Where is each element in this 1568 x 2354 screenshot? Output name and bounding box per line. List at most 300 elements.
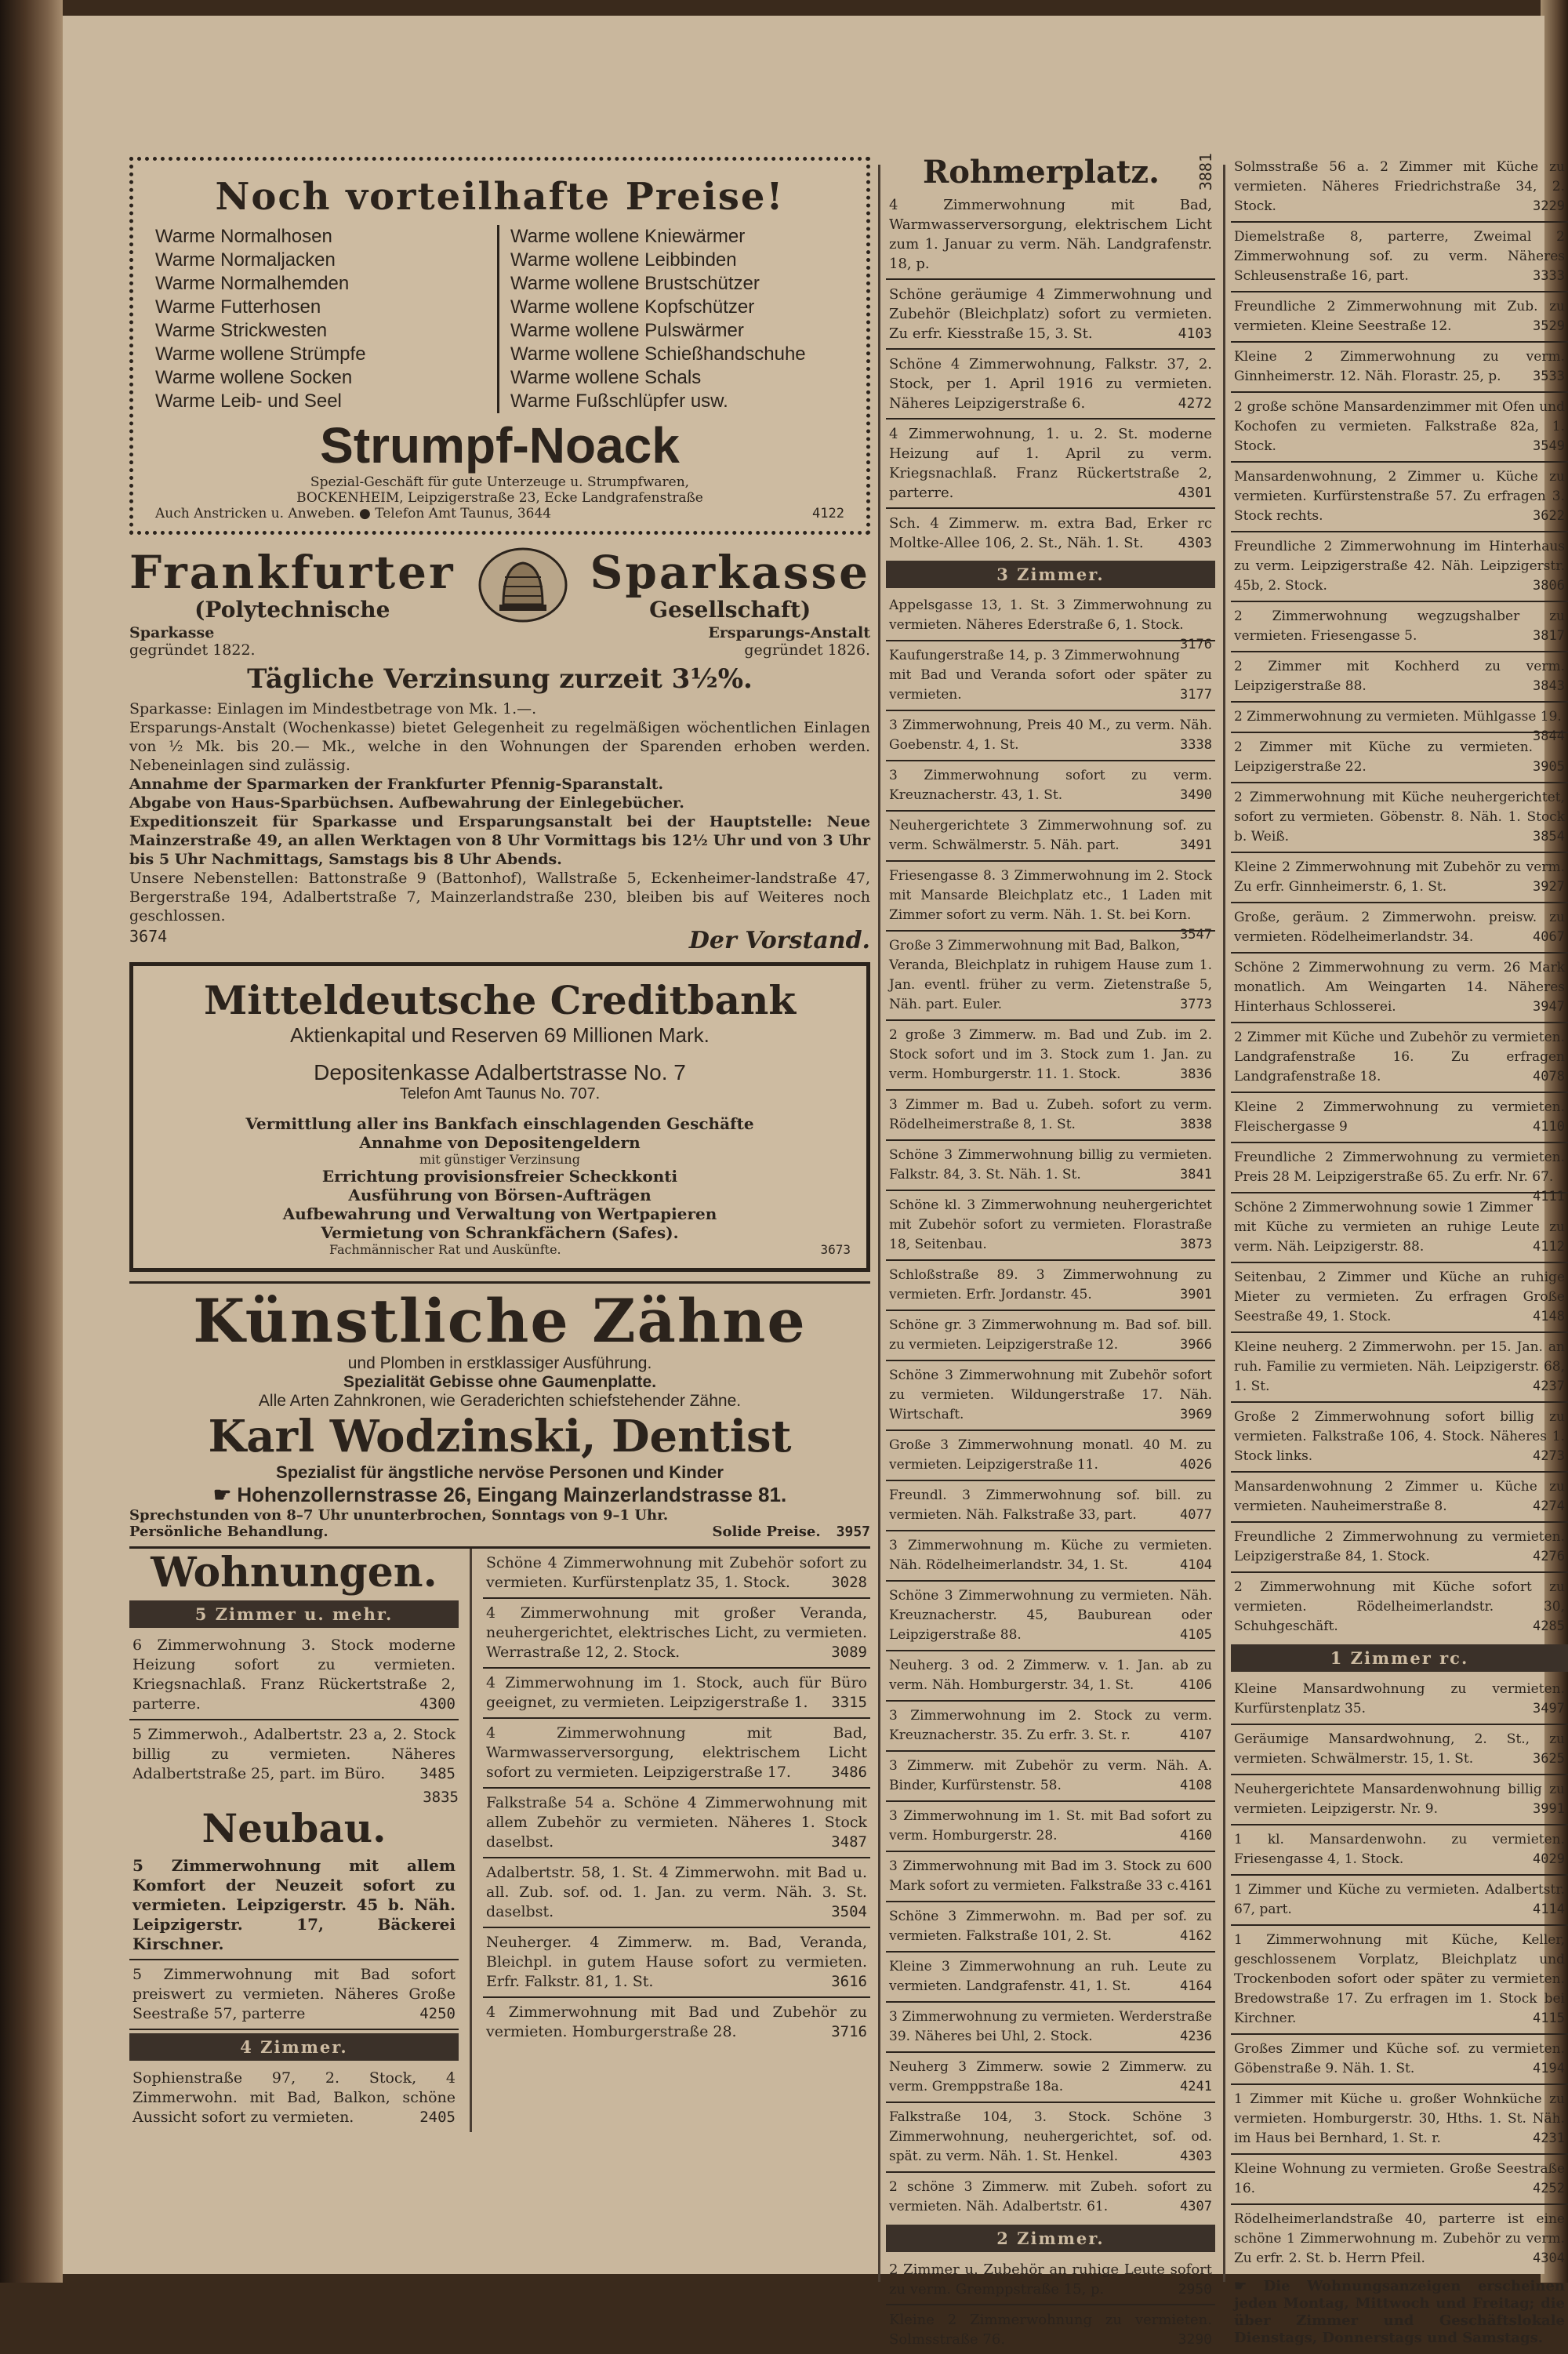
ad-text: 1 Zimmer und Küche zu vermieten. Adalbertstr. 67, part. [1234,1882,1565,1917]
interest-rate: Tägliche Verzinsung zurzeit 3½%. [247,663,753,695]
listing-ad [1231,2205,1568,2273]
ad-code: 3843 [1533,678,1565,694]
ad-code: 4252 [1533,2181,1565,2196]
ad-text: 3 Zimmerwohnung, Preis 40 M., zu verm. Näh. Goebenstr. 4, 1. St. [889,717,1212,754]
ad-text: Mansardenwohnung 2 Zimmer u. Küche zu vermieten. Nauheimerstraße 8. [1234,1479,1565,1514]
listing-ad [1231,1775,1568,1825]
listing-ad [129,1631,459,1720]
ad-code: 3490 [1180,787,1212,804]
ad-line: Persönliche Behandlung. [129,1524,328,1540]
ad-code: 4194 [1533,2061,1565,2076]
listing-ad [1231,954,1568,1023]
ad-text: 2 schöne 3 Zimmerw. mit Zubeh. sofort zu vermieten. Näh. Adalbertstr. 61. [889,2179,1212,2215]
ad-text: Freundliche 2 Zimmerwohnung zu vermieten. Leipzigerstraße 84, 1. Stock. [1234,1529,1565,1564]
ad-code: 4301 [1178,485,1212,502]
ad-code: 3290 [1178,2331,1212,2349]
ad-code: 3229 [1533,198,1565,214]
ad-text: Große, geräum. 2 Zimmerwohn. preisw. zu vermieten. Rödelheimerlandstr. 34. [1234,910,1565,945]
body-paragraph: Unsere Nebenstellen: Battonstraße 9 (Battonhof), Wallstraße 5, Eckenheimer-landstraße 47, Bergerstraße 194, Adalbertstraße 7, Mainzerlandstraße 230, bleiben bis auf Weiteres noch geschlossen. [129,870,870,925]
title-text: Sparkasse [590,545,870,599]
ad-code: 4111 [1533,1189,1565,1204]
listing-ad [1231,1193,1568,1263]
section-header: 4 Zimmer. [129,2033,459,2061]
listing-ad [886,1702,1215,1752]
ad-text: 2 Zimmer mit Kochherd zu verm. Leipzigerstraße 88. [1234,659,1565,694]
ad-text: Sophienstraße 97, 2. Stock, 4 Zimmerwohn. mit Bad, Balkon, schöne Aussicht sofort zu vermieten. [132,2069,456,2126]
listing-ad [1231,1333,1568,1403]
ad-code: 3873 [1180,1237,1212,1253]
ad-text: 6 Zimmerwohnung 3. Stock moderne Heizung sofort zu vermieten. Kriegsnachlaß. Franz Rückertstraße 2, parterre. [132,1637,456,1713]
listing-ad [886,420,1215,509]
ad-text: 3 Zimmerwohnung sofort zu verm. Kreuznacherstr. 43, 1. St. [889,768,1212,804]
ad-code: 4112 [1533,1239,1565,1255]
product-list [155,225,844,413]
founding-row [129,624,870,659]
ad-heading: Noch vorteilhafte Preise! [215,175,785,219]
ad-text: Kleine Mansardwohnung zu vermieten. Kurfürstenplatz 35. [1234,1681,1565,1716]
ad-heading: Künstliche Zähne [193,1286,807,1356]
listing-ad [886,812,1215,862]
listing-ad [483,1719,870,1789]
ad-code: 4161 [1180,1878,1212,1894]
ad-text: Geräumige Mansardwohnung, 2. St., zu vermieten. Schwälmerstr. 15, 1. St. [1234,1731,1565,1767]
listing-ad [1231,2035,1568,2085]
ad-text: Schöne geräumige 4 Zimmerwohnung und Zubehör (Bleichplatz) sofort zu vermieten. Zu erfr. Kiesstraße 15, 3. St. [889,286,1212,343]
listing-ad [886,2305,1215,2354]
ad-line: Sprechstunden von 8–7 Uhr ununterbrochen, Sonntags von 9–1 Uhr. [129,1507,669,1524]
ad-text: 4 Zimmerwohnung mit Bad und Zubehör zu vermieten. Homburgerstraße 28. [486,2003,867,2040]
ad-code: 3854 [1533,829,1565,845]
listing-ad [1231,223,1568,292]
ad-text: 3 Zimmerwohnung zu vermieten. Werderstraße 39. Näheres bei Uhl, 2. Stock. [889,2009,1212,2045]
ad-code: 2405 [419,2109,456,2126]
ad-text: Kleine Wohnung zu vermieten. Große Seestraße 16. [1234,2161,1565,2196]
product-item: Warme Leib- und Seel [155,391,342,412]
ad-code: 4106 [1180,1677,1212,1694]
ad-line: Fachmännischer Rat und Auskünfte. [329,1242,561,1257]
listing-ad [886,1021,1215,1091]
notice-text: Die Wohnungsanzeigen erscheinen jeden Montag, Mittwoch und Freitag; die über Zimmer und Geschäftslokale Dienstags, Donnerstags und Samstags. [1234,2278,1565,2346]
ad-text: 5 Zimmerwohnung mit Bad sofort preiswert zu vermieten. Näheres Große Seestraße 57, parterre [132,1966,456,2022]
section-header: 1 Zimmer rc. [1231,1644,1568,1672]
listing-ad [886,2173,1215,2221]
ad-code: 3969 [1180,1407,1212,1423]
ad-code: 3616 [831,1973,867,1990]
label: Sparkasse [129,624,215,641]
service-list [149,1114,851,1242]
ad-code: 4231 [1533,2131,1565,2146]
ad-line: Spezialität Gebisse ohne Gaumenplatte. [343,1373,657,1391]
listing-ad [1231,1725,1568,1775]
section-header: 5 Zimmer u. mehr. [129,1600,459,1628]
listing-ad [886,1141,1215,1191]
ad-text: Mansardenwohnung, 2 Zimmer u. Küche zu vermieten. Kurfürstenstraße 57. Zu erfragen 3. Stock rechts. [1234,469,1565,524]
bottom-listings [129,1546,870,2132]
ad-code: 4241 [1180,2079,1212,2095]
ad-footer [155,506,844,521]
ad-code: 3957 [836,1524,870,1540]
notice [1231,2273,1568,2352]
listing-ad [1231,1573,1568,1641]
ad-text: 2 Zimmerwohnung zu vermieten. Mühlgasse 19. [1234,709,1562,725]
ad-text: Adalbertstr. 58, 1. St. 4 Zimmerwohn. mit Bad u. all. Zub. sof. od. 1. Jan. zu verm. Näh. 3. St. daselbst. [486,1864,867,1920]
year: gegründet 1822. [129,641,256,659]
listing-ad [886,1191,1215,1261]
three-room-listings [886,591,1215,2221]
ad-text: 3 Zimmerwohnung im 1. St. mit Bad sofort zu verm. Homburgerstr. 28. [889,1808,1212,1844]
ad-text: 1 Zimmer mit Küche u. großer Wohnküche zu vermieten. Homburgerstr. 30, Hths. 1. St. Näh. im Haus bei Bernhard, 1. St. r. [1234,2091,1565,2146]
ad-code: 3315 [831,1694,867,1711]
ad-code: 3905 [1533,759,1565,775]
listing-ad [1231,1143,1568,1204]
body-paragraph: Abgabe von Haus-Sparbüchsen. Aufbewahrung der Einlegebücher. [129,794,684,812]
listing-ad [1231,1825,1568,1876]
dentist-footer [129,1524,870,1540]
product-item: Warme wollene Brustschützer [510,273,760,294]
listing-ad [886,2003,1215,2053]
ad-code: 4114 [1533,1902,1565,1917]
listing-ad [1231,703,1568,744]
listing-ad [1231,2085,1568,2155]
column-ads [129,153,870,2132]
product-item: Warme wollene Kniewärmer [510,226,746,247]
ad-code: 3966 [1180,1337,1212,1353]
page-number: 3881 [1196,153,1215,191]
ad-text: Schloßstraße 89. 3 Zimmerwohnung zu vermieten. Erfr. Jordanstr. 45. [889,1267,1212,1303]
ad-code: 3991 [1533,1801,1565,1817]
product-item: Warme Normaljacken [155,249,336,271]
creditbank-ad [129,962,870,1272]
ad-code: 3622 [1533,508,1565,524]
ad-code: 3028 [831,1574,867,1591]
ad-text: 4 Zimmerwohnung im 1. Stock, auch für Büro geeignet, zu vermieten. Leipzigerstraße 1. [486,1674,867,1711]
listing-ad [1231,783,1568,853]
service-item: Annahme von Depositengeldern [359,1133,641,1152]
ad-text: Solmsstraße 56 a. 2 Zimmer mit Küche zu vermieten. Näheres Friedrichstraße 34, 2. Stock. [1234,159,1565,214]
ad-text: 1 kl. Mansardenwohn. zu vermieten. Friesengasse 4, 1. Stock. [1234,1832,1565,1867]
founding-left [129,624,256,659]
ad-line: Spezialist für ängstliche nervöse Personen und Kinder [276,1462,724,1482]
listing-ad [483,1998,870,2047]
ad-text: 4 Zimmerwohnung mit Bad, Warmwasserversorgung, elektrischem Licht zum 1. Januar zu verm. Näh. Landgrafenstr. 18, p. [889,197,1212,273]
product-list-right [499,225,844,413]
ad-text: 2 große 3 Zimmerw. m. Bad und Zub. im 2. Stock sofort und im 3. Stock zum 1. Jan. zu verm. Homburgerstr. 11. 1. Stock. [889,1027,1212,1083]
ad-text: 3 Zimmerw. mit Zubehör zu verm. Näh. A. Binder, Kurfürstenstr. 58. [889,1758,1212,1794]
section-title: Rohmerplatz. [922,153,1160,191]
ad-code: 4107 [1180,1727,1212,1744]
listing-ad [129,2064,459,2132]
ad-text: 3 Zimmer m. Bad u. Zubeh. sofort zu verm. Rödelheimerstraße 8, 1. St. [889,1097,1212,1133]
ad-text: 2 Zimmerwohnung mit Küche neuhergerichtet, sofort zu vermieten. Göbenstr. 8. Näh. 1. Stock b. Weiß. [1234,790,1565,845]
year: gegründet 1826. [744,641,870,659]
product-item: Warme Futterhosen [155,296,321,318]
listing-ad [886,2103,1215,2173]
sparkasse-title-left [129,545,456,623]
ad-code: 3504 [831,1903,867,1920]
ad-line: Depositenkasse Adalbertstrasse No. 7 [314,1060,686,1084]
service-item: mit günstiger Verzinsung [419,1152,580,1167]
listing-ad [1231,1675,1568,1725]
ad-code: 4105 [1180,1627,1212,1644]
ad-code: 4307 [1180,2199,1212,2215]
ad-code: 3841 [1180,1167,1212,1183]
ad-text: Neuhergerichtete 3 Zimmerwohnung sof. zu verm. Schwälmerstr. 5. Näh. part. [889,818,1212,854]
listing-ad [886,1802,1215,1852]
ad-code: 4164 [1180,1978,1212,1995]
listing-ad [886,1481,1215,1531]
service-item: Ausführung von Börsen-Aufträgen [348,1186,652,1204]
strumpf-noack-ad [129,157,870,535]
ad-code: 3817 [1533,628,1565,644]
service-item: Vermittlung aller ins Bankfach einschlagenden Geschäfte [245,1114,754,1133]
ad-text: Schöne 3 Zimmerwohn. m. Bad per sof. zu vermieten. Falkstraße 101, 2. St. [889,1909,1212,1945]
column-divider [1223,165,1225,2282]
listing-ad: 5 Zimmerwohnung mit allem Komfort der Neuzeit sofort zu vermieten. Leipzigerstr. 45 b. Näh. Leipzigerstr. 17, Bäckerei Kirschner. [129,1851,459,1960]
product-item: Warme wollene Socken [155,367,353,388]
ad-text: Freundl. 3 Zimmerwohnung sof. bill. zu vermieten. Näh. Falkstraße 33, part. [889,1488,1212,1524]
listing-ad [1231,1023,1568,1093]
ad-code: 3533 [1533,369,1565,384]
dentist-ad [129,1281,870,1540]
ad-text: 4 Zimmerwohnung mit Bad, Warmwasserversorgung, elektrischem Licht sofort zu vermieten. Leipzigerstraße 17. [486,1724,867,1781]
ad-code: 4236 [1180,2029,1212,2045]
listing-ad [1231,1523,1568,1573]
ads-5-rooms [129,1631,459,1789]
listing-ad [886,761,1215,812]
product-item: Warme wollene Schals [510,367,702,388]
listing-ad [129,1960,459,2030]
title-text: Frankfurter [129,545,456,599]
listing-ad [886,1431,1215,1481]
sparkasse-footer [129,927,870,954]
ad-text: 4 Zimmerwohnung mit großer Veranda, neuhergerichtet, elektrisches Licht, zu vermieten. Werrastraße 12, 2. Stock. [486,1604,867,1661]
ad-code: 4029 [1533,1851,1565,1867]
subtitle-text: (Polytechnische [194,596,390,623]
ad-text: Schöne kl. 3 Zimmerwohnung neuhergerichtet mit Zubehör sofort zu vermieten. Florastraße 18, Seitenbau. [889,1197,1212,1253]
ad-code: 3674 [129,927,168,946]
body-paragraph: Sparkasse: Einlagen im Mindestbetrage von Mk. 1.—. [129,700,537,717]
listing-ad [886,2053,1215,2103]
four-room-listings [886,191,1215,558]
body-paragraph: Ersparungs-Anstalt (Wochenkasse) bietet Gelegenheit zu regelmäßigen wöchentlichen Einlagen von ½ Mk. bis 20.— Mk., welche in den Wohnungen der Sparenden erhoben werden. Nebeneinlagen sind zulässig. [129,719,870,774]
column-head [886,153,1215,191]
ad-code: 3836 [1180,1066,1212,1083]
ad-code: 3497 [1533,1701,1565,1716]
ad-heading: Mitteldeutsche Creditbank [203,977,797,1023]
ad-code: 3716 [831,2023,867,2040]
ad-code: 4148 [1533,1309,1565,1324]
ad-text: Große 2 Zimmerwohnung sofort billig zu vermieten. Falkstraße 106, 4. Stock. Näheres 1. Stock links. [1234,1409,1565,1464]
listing-ad [1231,532,1568,602]
label: Ersparungs-Anstalt [708,624,870,641]
listing-ad [483,1549,870,1599]
ad-code: 3089 [831,1644,867,1661]
listing-ad [1231,393,1568,463]
ad-text: 1 Zimmerwohnung mit Küche, Keller, geschlossenem Vorplatz, Bleichplatz und Trockenboden sofort oder später zu vermieten. Bredowstraße 17. Zu erfragen im 1. Stock bei Kirchner. [1234,1932,1565,2026]
book-binding [0,0,63,2283]
ad-text: Diemelstraße 8, parterre, Zweimal 2 Zimmerwohnung sof. zu verm. Näheres Schleusenstraße 16, part. [1234,229,1565,284]
listing-ad [886,1651,1215,1702]
dentist-name: Karl Wodzinski, Dentist [208,1411,792,1462]
one-room-listings [1231,1675,1568,2273]
ad-text: Schöne 2 Zimmerwohnung zu verm. 26 Mark monatlich. Am Weingarten 14. Näheres Hinterhaus Schlosserei. [1234,960,1565,1015]
ad-text: Kleine 2 Zimmerwohnung mit Zubehör zu verm. Zu erfr. Ginnheimerstr. 6, 1. St. [1234,859,1565,895]
ad-code: 3529 [1533,318,1565,334]
ad-code: 4273 [1533,1448,1565,1464]
listing-ad [1231,1403,1568,1473]
ad-text: Sch. 4 Zimmerw. m. extra Bad, Erker rc Moltke-Allee 106, 2. St., Näh. 1. St. [889,515,1212,552]
listing-ad [1231,153,1568,223]
ad-code: 3835 [423,1789,459,1806]
ad-code: 3901 [1180,1287,1212,1303]
listing-ad [1231,292,1568,343]
product-item: Warme Fußschlüpfer usw. [510,391,728,412]
ad-code: 3177 [1180,687,1212,703]
ad-text: Kleine neuherg. 2 Zimmerwohn. per 15. Jan. an ruh. Familie zu vermieten. Näh. Leipzigerstr. 68, 1. St. [1234,1339,1565,1394]
ad-text: 2 Zimmer mit Küche und Zubehör zu vermieten. Landgrafenstraße 16. Zu erfragen Landgrafenstraße 18. [1234,1030,1565,1084]
beehive-emblem-icon [476,546,570,624]
ad-code: 3176 [1180,637,1212,653]
ad-code: 4067 [1533,929,1565,945]
ad-code: 4103 [1178,325,1212,343]
ad-text: Neuherger. 4 Zimmerw. m. Bad, Veranda, Bleichpl. in gutem Hause sofort zu vermieten. Erfr. Falkstr. 81, 1. St. [486,1934,867,1990]
ad-line: Telefon Amt Taunus No. 707. [399,1085,601,1103]
ad-text: Kleine 2 Zimmerwohnung zu verm. Ginnheimerstr. 12. Näh. Florastr. 25, p. [1234,349,1565,384]
ad-text: Schöne 4 Zimmerwohnung, Falkstr. 37, 2. Stock, per 1. April 1916 zu vermieten. Näheres Leipzigerstraße 6. [889,356,1212,412]
ad-text: Großes Zimmer und Küche sof. zu vermieten. Göbenstraße 9. Näh. 1. St. [1234,2041,1565,2076]
ad-code: 3625 [1533,1751,1565,1767]
body-paragraph: Annahme der Sparmarken der Frankfurter Pfennig-Sparanstalt. [129,776,664,793]
four-room-column [472,1549,870,2132]
listing-ad [1231,2155,1568,2205]
ad-text: Kleine 2 Zimmerwohnung zu vermieten. Solmsstraße 76. [889,2312,1212,2349]
ad-code: 4272 [1178,395,1212,412]
listing-ad [483,1789,870,1858]
ad-text: Falkstraße 54 a. Schöne 4 Zimmerwohnung mit allem Zubehör zu vermieten. Näheres 1. Stock daselbst. [486,1794,867,1851]
ad-text: Neuhergerichtete Mansardenwohnung billig zu vermieten. Leipzigerstr. Nr. 9. [1234,1782,1565,1817]
creditbank-footer [149,1242,851,1257]
service-item: Errichtung provisionsfreier Scheckkonti [321,1167,678,1186]
listing-ad [886,509,1215,558]
ad-text: Schöne 3 Zimmerwohnung billig zu vermieten. Falkstr. 84, 3. St. Näh. 1. St. [889,1147,1212,1183]
ad-text: Falkstraße 104, 3. Stock. Schöne 3 Zimmerwohnung, neuhergerichtet, sof. od. spät. zu verm. Näh. 1. St. Henkel. [889,2109,1212,2165]
listing-ad [886,350,1215,420]
listing-ad [886,1582,1215,1651]
product-item: Warme Strickwesten [155,320,328,341]
listing-ad [886,641,1215,711]
listing-ad [483,1858,870,1928]
ad-code: 4160 [1180,1828,1212,1844]
listing-ad [886,1902,1215,1953]
ad-text: 3 Zimmerwohnung mit Bad im 3. Stock zu 600 Mark sofort zu vermieten. Falkstraße 33 c. [889,1858,1212,1894]
product-item: Warme Normalhemden [155,273,350,294]
ad-code: 4110 [1533,1119,1565,1135]
ad-code: 2950 [1178,2281,1212,2298]
sparkasse-title-right [590,545,870,623]
listing-ad [1231,733,1568,783]
ad-line: Spezial-Geschäft für gute Unterzeuge u. Strumpfwaren, [310,474,690,490]
ad-code: 3806 [1533,578,1565,594]
listing-ad [886,1531,1215,1582]
ad-text: 2 Zimmer u. Zubehör an ruhige Leute sofort zu verm. Gremppstraße 15, p. [889,2261,1212,2298]
listing-ad [1231,1093,1568,1143]
ad-code: 3927 [1533,879,1565,895]
listing-ad [886,1752,1215,1802]
ad-text: 2 Zimmerwohnung wegzugshalber zu vermieten. Friesengasse 5. [1234,608,1565,644]
ad-text: Kleine 2 Zimmerwohnung zu vermieten. Fleischergasse 9 [1234,1099,1565,1135]
ad-line: Auch Anstricken u. Anweben. ● Telefon Amt Taunus, 3644 [155,506,552,521]
ad-text: Kaufungerstraße 14, p. 3 Zimmerwohnung mit Bad und Veranda sofort oder später zu vermieten. [889,648,1212,703]
listing-ad [1231,652,1568,703]
ad-text: 3 Zimmerwohnung im 2. Stock zu verm. Kreuznacherstr. 35. Zu erfr. 3. St. r. [889,1708,1212,1744]
ad-code: 4274 [1533,1498,1565,1514]
listing-ad [886,1852,1215,1902]
ad-code: 4122 [812,506,844,521]
ad-code: 3487 [831,1833,867,1851]
newspaper-page [63,16,1565,2349]
ad-code: 3547 [1180,927,1212,943]
two-room-listings [886,2255,1215,2354]
product-list-left [155,225,499,413]
ad-line: BOCKENHEIM, Leipzigerstraße 23, Ecke Landgrafenstraße [296,490,703,506]
listing-ad [1231,1926,1568,2035]
listing-ad [483,1669,870,1719]
section-title: Neubau. [201,1805,387,1851]
listing-ad [483,1599,870,1669]
ad-text: Neuherg. 3 od. 2 Zimmerw. v. 1. Jan. ab zu verm. Näh. Homburgerstr. 34, 1. St. [889,1658,1212,1694]
product-item: Warme wollene Schießhandschuhe [510,343,806,365]
ad-code: 4304 [1533,2250,1565,2266]
listing-ad [886,862,1215,943]
signature: Der Vorstand. [688,927,870,954]
ad-text: 3 Zimmerwohnung m. Küche zu vermieten. Näh. Rödelheimerlandstr. 34, 1. St. [889,1538,1212,1574]
listing-ad [129,1720,459,1789]
listing-ad [886,932,1215,1021]
ad-line: Aktienkapital und Reserven 69 Millionen Mark. [290,1023,710,1047]
listing-ad [886,280,1215,350]
product-item: Warme wollene Pulswärmer [510,320,744,341]
ad-code: 3338 [1180,737,1212,754]
listing-ad [1231,1473,1568,1523]
column-three [886,153,1215,2354]
listing-ad [483,1928,870,1998]
ad-text: 2 Zimmer mit Küche zu vermieten. Leipzigerstraße 22. [1234,739,1534,775]
product-item: Warme wollene Leibbinden [510,249,737,271]
ad-code: 3838 [1180,1117,1212,1133]
ad-code: 4162 [1180,1928,1212,1945]
listing-ad [886,1361,1215,1431]
ad-code: 4077 [1180,1507,1212,1524]
ad-code: 3486 [831,1764,867,1781]
ad-text: Große 3 Zimmerwohnung monatl. 40 M. zu vermieten. Leipzigerstraße 11. [889,1437,1212,1473]
column-divider [878,165,880,2282]
ad-code: 4300 [419,1695,456,1713]
ad-code: 3549 [1533,438,1565,454]
listing-ad [1231,343,1568,393]
listing-ad [1231,853,1568,903]
ad-text: Appelsgasse 13, 1. St. 3 Zimmerwohnung zu vermieten. Näheres Ederstraße 6, 1. Stock. [889,598,1212,634]
pointing-hand-icon: ☛ [212,1483,232,1506]
listing-ad [1231,602,1568,652]
listing-ad [886,191,1215,280]
ad-code: 3947 [1533,999,1565,1015]
ad-code: 4078 [1533,1069,1565,1084]
product-item: Warme wollene Kopfschützer [510,296,755,318]
ad-code: 4115 [1533,2011,1565,2026]
ad-code: 4303 [1180,2149,1212,2165]
column-four [1231,153,1568,2352]
ad-code: 4108 [1180,1778,1212,1794]
